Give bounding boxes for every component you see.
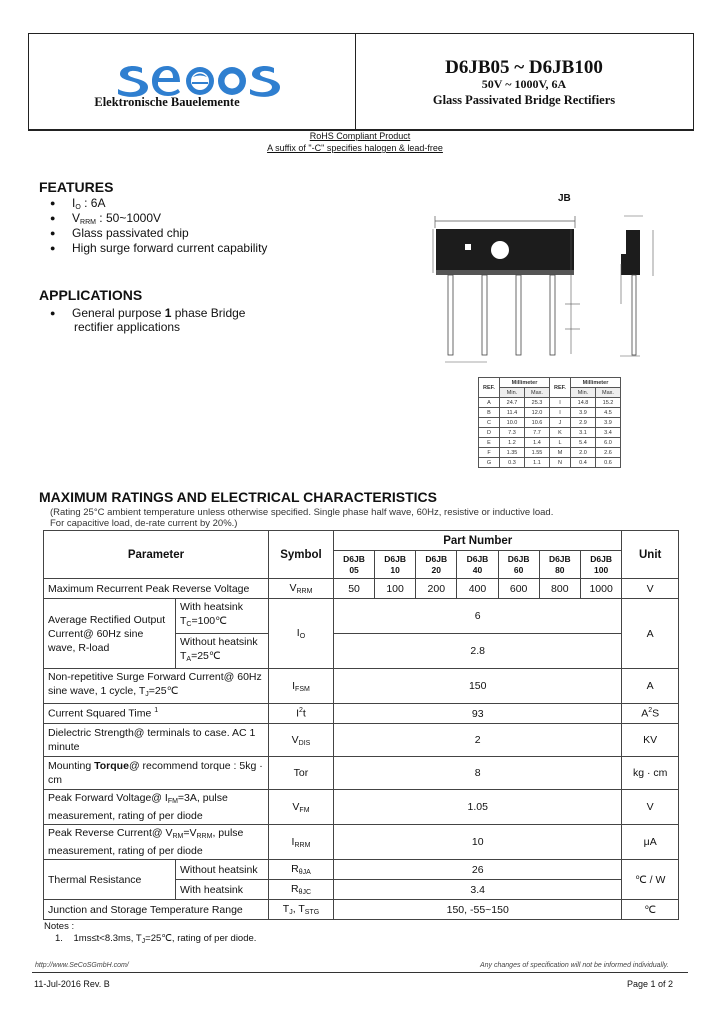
cond-io-heatsink: With heatsink $T_C=100℃$ bbox=[175, 599, 268, 634]
ratings-table bbox=[43, 530, 679, 920]
dimension-cell: A bbox=[479, 398, 500, 408]
symbol-io: $I_O$ bbox=[268, 599, 333, 669]
col-header-symbol: Symbol bbox=[268, 531, 333, 579]
unit-temperature: ℃ bbox=[622, 900, 679, 920]
value-ifsm: 150 bbox=[334, 669, 622, 704]
symbol-irrm: $I_{RRM}$ bbox=[268, 825, 333, 860]
dim-header-ref2: REF. bbox=[550, 378, 571, 398]
value-temperature: 150, -55~150 bbox=[334, 900, 622, 920]
footer-url-link[interactable]: http://www.SeCoSGmbH.com/ bbox=[35, 962, 129, 969]
dimension-cell: 15.2 bbox=[596, 398, 621, 408]
param-vrrm: Maximum Recurrent Peak Reverse Voltage bbox=[44, 579, 269, 599]
unit-thermal: ℃ / W bbox=[622, 860, 679, 900]
dimension-cell: 1.4 bbox=[525, 438, 550, 448]
dim-header-ref1: REF. bbox=[479, 378, 500, 398]
document-title: D6JB05 ~ D6JB100 bbox=[445, 57, 603, 78]
value-irrm: 10 bbox=[334, 825, 622, 860]
symbol-rthjc: $R_{\theta JC}$ bbox=[268, 880, 333, 900]
part-number-cell: D6JB 100 bbox=[580, 551, 621, 579]
value-vrrm-80: 800 bbox=[539, 579, 580, 599]
dim-header-min1: Min. bbox=[500, 388, 525, 398]
row-ifsm bbox=[44, 669, 679, 704]
cond-thermal-heatsink: With heatsink bbox=[175, 880, 268, 900]
value-rthja: 26 bbox=[334, 860, 622, 880]
unit-torque: kg · cm bbox=[622, 757, 679, 790]
dimension-row bbox=[479, 398, 621, 408]
param-ifsm: Non-repetitive Surge Forward Current@ 60Hz sine wave, 1 cycle, $T_J=25℃$ bbox=[44, 669, 269, 704]
symbol-i2t: $I^2t$ bbox=[268, 704, 333, 724]
part-number-cell: D6JB 40 bbox=[457, 551, 498, 579]
dimension-table-body bbox=[479, 398, 621, 468]
dimension-cell: 25.3 bbox=[525, 398, 550, 408]
features-heading: FEATURES bbox=[39, 179, 114, 195]
dimension-cell: 6.0 bbox=[596, 438, 621, 448]
param-i2t: Current Squared Time $^1$ bbox=[44, 704, 269, 724]
ratings-note-1: (Rating 25°C ambient temperature unless otherwise specified. Single phase half wave, 60Hz, resistive or inductive load. bbox=[50, 507, 554, 518]
dimension-cell: C bbox=[479, 418, 500, 428]
feature-item-surge: ● High surge forward current capability bbox=[50, 241, 268, 255]
rohs-notice: RoHS Compliant Product bbox=[309, 131, 411, 141]
dim-header-mm1: Millimeter bbox=[500, 378, 550, 388]
value-vrrm-60: 600 bbox=[498, 579, 539, 599]
dimension-cell: 24.7 bbox=[500, 398, 525, 408]
value-torque: 8 bbox=[334, 757, 622, 790]
document-subtitle-ratings: 50V ~ 1000V, 6A bbox=[481, 77, 567, 91]
param-irrm: Peak Reverse Current@ $V_{RM}=V_{RRM}$, pulse measurement, rating of per diode bbox=[44, 825, 269, 860]
unit-irrm: μA bbox=[622, 825, 679, 860]
dimension-cell: 3.4 bbox=[596, 428, 621, 438]
dimension-cell: 0.6 bbox=[596, 458, 621, 468]
part-number-cell: D6JB 60 bbox=[498, 551, 539, 579]
unit-ifsm: A bbox=[622, 669, 679, 704]
header-bottom-rule bbox=[28, 129, 693, 130]
dim-header-mm2: Millimeter bbox=[571, 378, 621, 388]
value-io-heatsink: 6 bbox=[334, 599, 622, 634]
dimension-row bbox=[479, 418, 621, 428]
dimension-row bbox=[479, 428, 621, 438]
dimension-cell: G bbox=[479, 458, 500, 468]
notes-heading: Notes : bbox=[44, 921, 75, 932]
dimension-cell: 1.1 bbox=[525, 458, 550, 468]
dimension-cell: 3.9 bbox=[571, 408, 596, 418]
dimension-cell: J bbox=[550, 418, 571, 428]
unit-vfm: V bbox=[622, 790, 679, 825]
dimension-cell: 10.0 bbox=[500, 418, 525, 428]
dimension-cell: 3.1 bbox=[571, 428, 596, 438]
dimension-cell: 7.7 bbox=[525, 428, 550, 438]
dimension-row bbox=[479, 438, 621, 448]
value-i2t: 93 bbox=[334, 704, 622, 724]
feature-item-vrrm: ● $V_{RRM}$ : 50~1000V bbox=[50, 211, 162, 226]
row-irrm bbox=[44, 825, 679, 860]
value-vrrm-20: 200 bbox=[416, 579, 457, 599]
dimension-cell: 1.35 bbox=[500, 448, 525, 458]
unit-i2t: $A^2S$ bbox=[622, 704, 679, 724]
dimension-row bbox=[479, 448, 621, 458]
row-vrrm bbox=[44, 579, 679, 599]
row-temperature bbox=[44, 900, 679, 920]
dimension-table bbox=[478, 377, 621, 468]
application-item: ● General purpose 1 phase Bridge bbox=[50, 306, 246, 320]
value-vrrm-100: 1000 bbox=[580, 579, 621, 599]
dimension-cell: 10.6 bbox=[525, 418, 550, 428]
dimension-cell: 1.55 bbox=[525, 448, 550, 458]
col-header-parameter: Parameter bbox=[44, 531, 269, 579]
value-vrrm-40: 400 bbox=[457, 579, 498, 599]
dimension-cell: 5.4 bbox=[571, 438, 596, 448]
logo-text: secos bbox=[112, 58, 115, 59]
param-vfm: Peak Forward Voltage@ $I_{FM}=3A$, pulse measurement, rating of per diode bbox=[44, 790, 269, 825]
row-vfm bbox=[44, 790, 679, 825]
ratings-note-2: For capacitive load, de-rate current by 20%.) bbox=[50, 518, 238, 529]
dimension-cell: F bbox=[479, 448, 500, 458]
unit-vrrm: V bbox=[622, 579, 679, 599]
row-vdis bbox=[44, 724, 679, 757]
dim-header-max2: Max. bbox=[596, 388, 621, 398]
dimension-cell: 0.4 bbox=[571, 458, 596, 468]
applications-heading: APPLICATIONS bbox=[39, 287, 143, 303]
row-thermal-no-heatsink bbox=[44, 860, 679, 880]
company-name: Elektronische Bauelemente bbox=[94, 95, 240, 109]
dimension-cell: K bbox=[550, 428, 571, 438]
dimension-cell: 3.9 bbox=[596, 418, 621, 428]
row-io-heatsink bbox=[44, 599, 679, 634]
ratings-heading: MAXIMUM RATINGS AND ELECTRICAL CHARACTERISTICS bbox=[39, 489, 437, 505]
dimension-cell: 11.4 bbox=[500, 408, 525, 418]
part-number-cell: D6JB 80 bbox=[539, 551, 580, 579]
dim-header-min2: Min. bbox=[571, 388, 596, 398]
dimension-cell: 14.8 bbox=[571, 398, 596, 408]
part-number-cell: D6JB 05 bbox=[334, 551, 375, 579]
value-vdis: 2 bbox=[334, 724, 622, 757]
dimension-cell: I bbox=[550, 408, 571, 418]
row-torque bbox=[44, 757, 679, 790]
value-vrrm-05: 50 bbox=[334, 579, 375, 599]
dimension-cell: 1.2 bbox=[500, 438, 525, 448]
dimension-cell: 2.0 bbox=[571, 448, 596, 458]
param-vdis: Dielectric Strength@ terminals to case. AC 1 minute bbox=[44, 724, 269, 757]
symbol-torque: Tor bbox=[268, 757, 333, 790]
application-item-cont: rectifier applications bbox=[74, 320, 181, 334]
secos-logo bbox=[112, 58, 282, 100]
row-i2t bbox=[44, 704, 679, 724]
param-io: Average Rectified Output Current@ 60Hz sine wave, R-load bbox=[44, 599, 176, 669]
symbol-vfm: $V_{FM}$ bbox=[268, 790, 333, 825]
dimension-cell: 0.3 bbox=[500, 458, 525, 468]
dimension-cell: 2.6 bbox=[596, 448, 621, 458]
dimension-cell: 7.3 bbox=[500, 428, 525, 438]
unit-vdis: KV bbox=[622, 724, 679, 757]
footer-disclaimer: Any changes of specification will not be informed individually. bbox=[480, 962, 669, 969]
document-subtitle-type: Glass Passivated Bridge Rectifiers bbox=[432, 93, 616, 107]
package-label: JB bbox=[558, 193, 571, 204]
dimension-cell: I bbox=[550, 398, 571, 408]
param-thermal: Thermal Resistance bbox=[44, 860, 176, 900]
feature-item-io: ● $I_O$ : 6A bbox=[50, 196, 106, 211]
dimension-cell: 4.5 bbox=[596, 408, 621, 418]
symbol-ifsm: $I_{FSM}$ bbox=[268, 669, 333, 704]
footer-date-revision: 11-Jul-2016 Rev. B bbox=[34, 979, 110, 989]
cond-thermal-no-heatsink: Without heatsink bbox=[175, 860, 268, 880]
package-outline-drawing bbox=[425, 204, 690, 376]
dimension-row bbox=[479, 408, 621, 418]
value-vfm: 1.05 bbox=[334, 790, 622, 825]
dimension-cell: 2.9 bbox=[571, 418, 596, 428]
col-header-part-number: Part Number bbox=[334, 531, 622, 551]
part-number-cell: D6JB 10 bbox=[375, 551, 416, 579]
value-vrrm-10: 100 bbox=[375, 579, 416, 599]
value-io-no-heatsink: 2.8 bbox=[334, 634, 622, 669]
symbol-vdis: $V_{DIS}$ bbox=[268, 724, 333, 757]
dimension-row bbox=[479, 458, 621, 468]
note-1: 1. 1ms≤t<8.3ms, $T_J=25℃$, rating of per diode. bbox=[55, 933, 257, 945]
dimension-cell: L bbox=[550, 438, 571, 448]
param-temperature: Junction and Storage Temperature Range bbox=[44, 900, 269, 920]
dimension-cell: E bbox=[479, 438, 500, 448]
symbol-vrrm: $V_{RRM}$ bbox=[268, 579, 333, 599]
part-number-cell: D6JB 20 bbox=[416, 551, 457, 579]
unit-io: A bbox=[622, 599, 679, 669]
feature-item-glass: ● Glass passivated chip bbox=[50, 226, 189, 240]
dimension-cell: B bbox=[479, 408, 500, 418]
dim-header-max1: Max. bbox=[525, 388, 550, 398]
dimension-cell: M bbox=[550, 448, 571, 458]
dimension-cell: N bbox=[550, 458, 571, 468]
dimension-cell: 12.0 bbox=[525, 408, 550, 418]
symbol-temperature: $T_J$, $T_{STG}$ bbox=[268, 900, 333, 920]
col-header-unit: Unit bbox=[622, 531, 679, 579]
footer-rule bbox=[32, 972, 688, 973]
footer-page-number: Page 1 of 2 bbox=[627, 979, 674, 989]
param-torque: Mounting Torque@ recommend torque : 5kg · cm bbox=[44, 757, 269, 790]
cond-io-no-heatsink: Without heatsink $T_A=25℃$ bbox=[175, 634, 268, 669]
value-rthjc: 3.4 bbox=[334, 880, 622, 900]
dimension-cell: D bbox=[479, 428, 500, 438]
halogen-free-notice: A suffix of "-C" specifies halogen & lead-free bbox=[267, 143, 443, 153]
symbol-rthja: $R_{\theta JA}$ bbox=[268, 860, 333, 880]
